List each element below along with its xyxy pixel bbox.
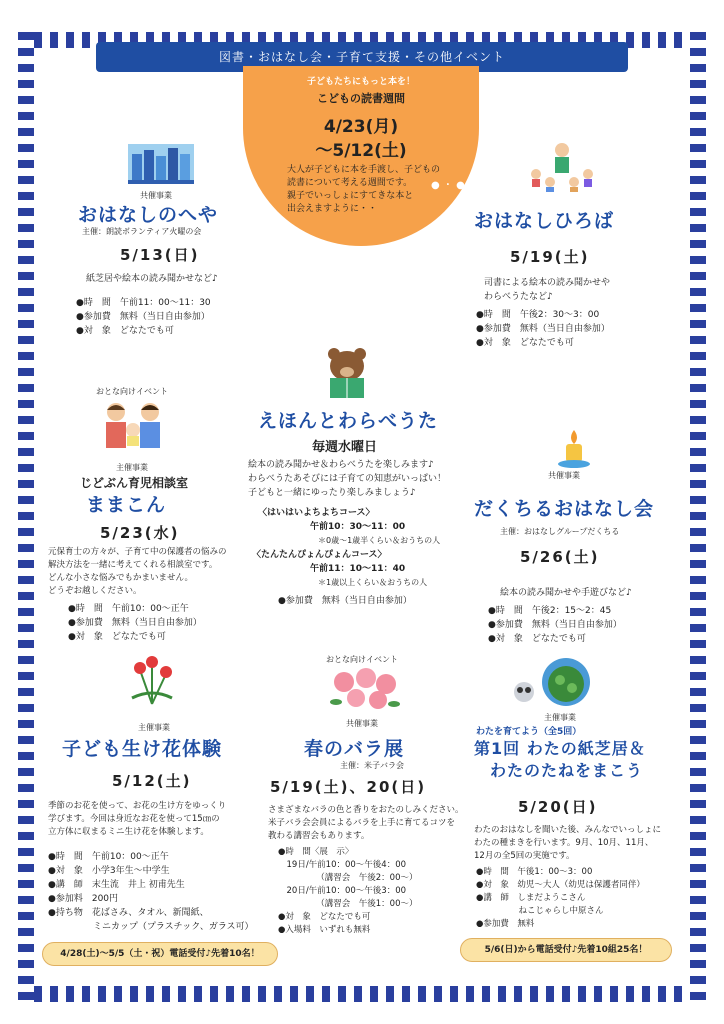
- ikebana-title: 子ども生け花体験: [62, 738, 223, 760]
- reading-week-date-end: ～5/12(土): [315, 141, 407, 161]
- wata-series: わたを育てよう（全5回）: [476, 727, 582, 737]
- ehon-desc: 絵本の読み聞かせ＆わらべうたを楽しみます♪ わらべうたあそびには子育ての知恵がいっぱい！ 子どもと一緒にゆったり楽しみましょう♪: [248, 460, 447, 498]
- rose-info: ●時 間〈展 示〉 19日/午前10：00～午後4：00 （講習会 午後2：00～） 20日/午前10：00～午後3：00 （講習会 午後1：00～） ●対 象 どなたでも可 ●入場料 いずれも無料: [278, 847, 418, 935]
- ohanashihiroba-info: ●時 間 午後2：30～3：00 ●参加費 無料（当日自由参加） ●対 象 どなたでも可: [476, 310, 610, 348]
- mamacon-info: ●時 間 午前10：00～正午 ●参加費 無料（当日自由参加） ●対 象 どなたでも可: [68, 604, 202, 642]
- bear-reading-icon: [324, 346, 370, 400]
- left-stripe-border: [18, 32, 34, 1002]
- rose-date: 5/19(土)、20(日): [270, 778, 427, 796]
- ehon-time1: 午前10：30～11：00: [310, 522, 406, 532]
- right-stripe-border: [690, 32, 706, 1002]
- wata-notice: 5/6(日)から電話受付♪先着10組25名！: [460, 938, 672, 962]
- ehon-course2: 〈たんたんぴょんぴょんコース〉: [252, 550, 387, 560]
- parents-with-baby-icon: [102, 400, 166, 450]
- flower-arrangement-icon: [126, 654, 178, 710]
- wata-desc: わたのおはなしを聞いた後、みんなでいっしょに わたの種まきを行います。9月、10月、11月、 12月の全5回の実施です。: [474, 825, 662, 861]
- reading-week-title: こどもの読書週間: [317, 92, 405, 105]
- ohanashihiroba-desc: 司書による絵本の読み聞かせや わらべうたなど♪: [484, 278, 611, 302]
- rose-adult-label: おとな向けイベント: [326, 655, 398, 664]
- mamacon-sponsor: 主催事業: [116, 463, 148, 472]
- ohanashihiroba-title: おはなしひろば: [474, 210, 615, 232]
- ikebana-info: ●時 間 午前10：00～正午 ●対 象 小学3年生～中学生 ●講 師 末生流 井上 初甫先生 ●参加料 200円 ●持ち物 花ばさみ、タオル、新聞紙、 ミニカップ（プラスチック、ガラス可）: [48, 852, 254, 932]
- ohanashinoheya-info: ●時 間 午前11：00～11：30 ●参加費 無料（当日自由参加） ●対 象 どなたでも可: [76, 298, 211, 336]
- ohanashinoheya-host: 主催：朗読ボランティア火曜の会: [82, 227, 202, 236]
- dakuchiru-info: ●時 間 午後2：15～2：45 ●参加費 無料（当日自由参加） ●対 象 どなたでも可: [488, 606, 622, 644]
- wata-sponsor: 主催事業: [544, 713, 576, 722]
- mamacon-desc: 元保育士の方々が、子育て中の保護者の悩みの 解決方法を一緒に考えてくれる相談室です。 どんな小さな悩みでもかまいません。 どうぞお越しください。: [48, 547, 227, 596]
- ikebana-date: 5/12(土): [112, 772, 192, 790]
- wata-title2: わたのたねをまこう: [490, 761, 644, 780]
- dakuchiru-host: 主催：おはなしグループだくちる: [500, 527, 620, 536]
- mamacon-date: 5/23(水): [100, 524, 180, 542]
- bottom-stripe-border: [18, 986, 706, 1002]
- storytelling-kids-icon: [528, 140, 596, 192]
- books-icon: [128, 140, 194, 186]
- ohanashinoheya-desc: 紙芝居や絵本の読み聞かせなど♪: [86, 274, 218, 284]
- dakuchiru-sponsor: 共催事業: [548, 471, 580, 480]
- ehon-note2: ＊1歳以上くらい＆おうちの人: [318, 578, 428, 587]
- ikebana-sponsor: 主催事業: [138, 723, 170, 732]
- ohanashinoheya-sponsor: 共催事業: [140, 191, 172, 200]
- rose-title: 春のバラ展: [304, 738, 405, 760]
- mamacon-sub: じどぶん育児相談室: [80, 476, 189, 490]
- ohanashinoheya-date: 5/13(日): [120, 246, 200, 264]
- candle-icon: [556, 428, 592, 468]
- ehon-course1: 〈はいはいよちよちコース〉: [258, 508, 375, 518]
- ohanashinoheya-title: おはなしのへや: [78, 204, 219, 226]
- rose-desc: さまざまなバラの色と香りをおたのしみください。 米子バラ会会員によるバラを上手に育てるコツを 教わる講習会もあります。: [268, 805, 464, 841]
- wata-title1: 第1回 わたの紙芝居＆: [474, 739, 646, 758]
- rose-host: 主催：米子バラ会: [340, 761, 404, 770]
- wata-date: 5/20(日): [518, 798, 598, 816]
- sun-arc-text: 子どもたちにもっと本を！: [306, 77, 415, 87]
- ikebana-desc: 季節のお花を使って、お花の生け方をゆっくり 学びます。今回は身近なお花を使って15㎝の 立方体に収まるミニ生け花を体験します。: [48, 801, 227, 837]
- ikebana-notice: 4/28(土)～5/5（土・祝）電話受付♪先着10名！: [42, 942, 278, 966]
- dakuchiru-title: だくちるおはなし会: [474, 498, 655, 520]
- dakuchiru-desc: 絵本の読み聞かせや手遊びなど♪: [500, 588, 632, 598]
- ehon-fee: ●参加費 無料（当日自由参加）: [278, 596, 412, 606]
- cotton-plant-icon: [510, 656, 590, 708]
- ehon-note1: ＊0歳～1歳半くらい＆おうちの人: [318, 536, 441, 545]
- reading-week-date-start: 4/23(月): [323, 117, 399, 137]
- wata-info: ●時 間 午後1：00～3：00 ●対 象 幼児～大人（幼児は保護者同伴） ●講 師 しまだようこさん ねこじゃらし中原さん ●参加費 無料: [476, 867, 645, 929]
- dakuchiru-date: 5/26(土): [520, 548, 600, 566]
- mamacon-adult-label: おとな向けイベント: [96, 387, 168, 396]
- ehon-time2: 午前11：10～11：40: [310, 564, 406, 574]
- ehon-title: えほんとわらべうた: [258, 410, 439, 432]
- ohanashihiroba-date: 5/19(土): [510, 248, 590, 266]
- rose-sponsor: 共催事業: [346, 719, 378, 728]
- sun-dots-icon: ● ・ ●: [431, 180, 465, 191]
- roses-icon: [330, 666, 400, 712]
- header-banner: 図書・おはなし会・子育て支援・その他イベント: [96, 42, 628, 72]
- ehon-sub: 毎週水曜日: [312, 440, 378, 455]
- mamacon-title: ままこん: [86, 494, 167, 516]
- reading-week-desc: 大人が子どもに本を手渡し、子どもの 読書について考える週間です。 親子でいっしょにすてきな本と 出会えますように・・: [287, 165, 441, 214]
